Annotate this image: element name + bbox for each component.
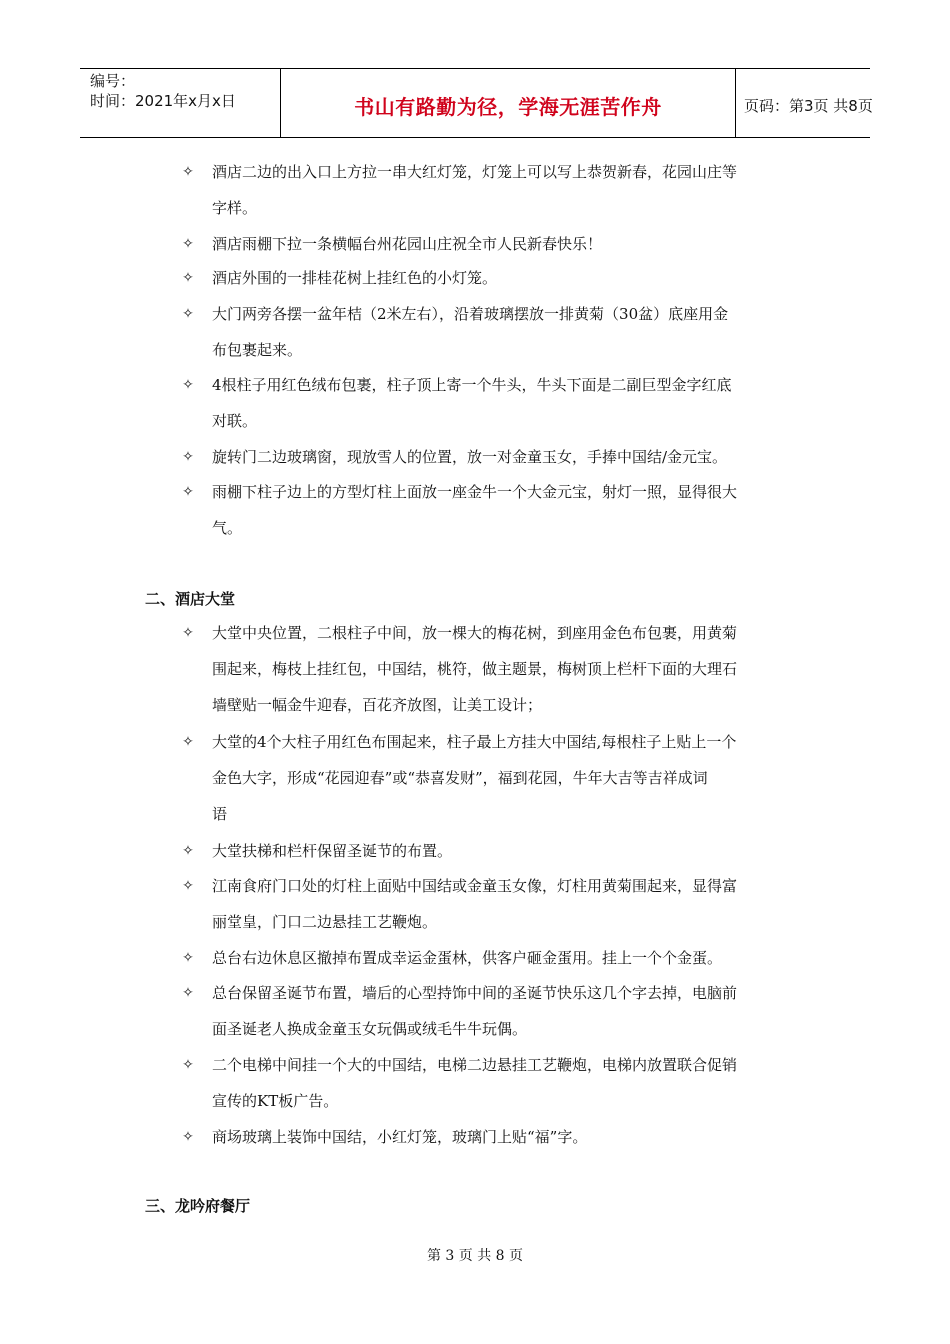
diamond-bullet-icon: ✧ bbox=[182, 985, 194, 1001]
diamond-bullet-icon: ✧ bbox=[182, 734, 194, 750]
list-item-line: 酒店二边的出入口上方拉一串大红灯笼，灯笼上可以写上恭贺新春，花园山庄等 bbox=[212, 163, 738, 181]
section-heading-lobby: 二、酒店大堂 bbox=[145, 590, 236, 608]
list-item bbox=[182, 1119, 812, 1155]
diamond-bullet-icon: ✧ bbox=[182, 484, 194, 500]
header-page-code: 页码：第3页 共8页 bbox=[744, 97, 873, 115]
list-item-line: 丽堂皇，门口二边悬挂工艺鞭炮。 bbox=[212, 913, 438, 931]
list-item-line: 商场玻璃上装饰中国结，小红灯笼，玻璃门上贴“福”字。 bbox=[212, 1128, 588, 1146]
diamond-bullet-icon: ✧ bbox=[182, 306, 194, 322]
list-item-line: 大堂中央位置，二根柱子中间，放一棵大的梅花树，到座用金色布包裹，用黄菊 bbox=[212, 624, 738, 642]
diamond-bullet-icon: ✧ bbox=[182, 270, 194, 286]
header-motto: 书山有路勤为径，学海无涯苦作舟 bbox=[354, 95, 662, 119]
list-item bbox=[182, 833, 812, 869]
list-item-line: 墙壁贴一幅金牛迎春，百花齐放图，让美工设计； bbox=[212, 696, 543, 714]
list-item bbox=[182, 154, 812, 226]
list-item bbox=[182, 367, 812, 439]
list-item-line: 4根柱子用红色绒布包裹，柱子顶上寄一个牛头，牛头下面是二副巨型金字红底 bbox=[212, 376, 732, 394]
header-page-cell bbox=[736, 69, 873, 137]
list-item-line: 围起来，梅枝上挂红包，中国结，桃符，做主题景，梅树顶上栏杆下面的大理石 bbox=[212, 660, 738, 678]
list-item-line: 大堂扶梯和栏杆保留圣诞节的布置。 bbox=[212, 842, 453, 860]
list-item-line: 宣传的KT板广告。 bbox=[212, 1092, 339, 1110]
list-item-line: 总台右边休息区撤掉布置成幸运金蛋林，供客户砸金蛋用。挂上一个个金蛋。 bbox=[212, 949, 723, 967]
document-header bbox=[80, 68, 873, 138]
document-number-label: 编号： bbox=[90, 72, 136, 90]
document-date: 时间：2021年x月x日 bbox=[90, 92, 236, 110]
list-item-line: 布包裹起来。 bbox=[212, 341, 303, 359]
section-heading-restaurant: 三、龙吟府餐厅 bbox=[145, 1197, 251, 1215]
diamond-bullet-icon: ✧ bbox=[182, 625, 194, 641]
list-item-line: 语 bbox=[212, 805, 228, 823]
list-item bbox=[182, 940, 812, 976]
list-item-line: 字样。 bbox=[212, 199, 258, 217]
list-item bbox=[182, 260, 812, 296]
diamond-bullet-icon: ✧ bbox=[182, 1129, 194, 1145]
list-item-line: 气。 bbox=[212, 519, 243, 537]
list-item bbox=[182, 868, 812, 940]
diamond-bullet-icon: ✧ bbox=[182, 164, 194, 180]
list-item bbox=[182, 724, 812, 832]
header-motto-cell bbox=[280, 69, 736, 137]
list-item-line: 旋转门二边玻璃窗，现放雪人的位置，放一对金童玉女，手捧中国结/金元宝。 bbox=[212, 448, 728, 466]
page-footer: 第 3 页 共 8 页 bbox=[426, 1248, 524, 1264]
list-item-line: 雨棚下柱子边上的方型灯柱上面放一座金牛一个大金元宝，射灯一照，显得很大 bbox=[212, 483, 738, 501]
list-item-line: 酒店外围的一排桂花树上挂红色的小灯笼。 bbox=[212, 269, 498, 287]
header-meta-cell bbox=[80, 69, 280, 137]
diamond-bullet-icon: ✧ bbox=[182, 236, 194, 252]
list-item bbox=[182, 439, 812, 475]
diamond-bullet-icon: ✧ bbox=[182, 843, 194, 859]
list-item-line: 江南食府门口处的灯柱上面贴中国结或金童玉女像，灯柱用黄菊围起来，显得富 bbox=[212, 877, 738, 895]
list-item-line: 面圣诞老人换成金童玉女玩偶或绒毛牛牛玩偶。 bbox=[212, 1020, 528, 1038]
list-item-line: 金色大字，形成“花园迎春”或“恭喜发财”，福到花园，牛年大吉等吉祥成词 bbox=[212, 769, 708, 787]
diamond-bullet-icon: ✧ bbox=[182, 878, 194, 894]
list-item-line: 总台保留圣诞节布置，墙后的心型持饰中间的圣诞节快乐这几个字去掉，电脑前 bbox=[212, 984, 738, 1002]
list-item bbox=[182, 615, 812, 723]
list-item bbox=[182, 474, 812, 546]
diamond-bullet-icon: ✧ bbox=[182, 950, 194, 966]
list-item-line: 大门两旁各摆一盆年桔（2米左右），沿着玻璃摆放一排黄菊（30盆）底座用金 bbox=[212, 305, 729, 323]
list-item bbox=[182, 975, 812, 1047]
list-item bbox=[182, 1047, 812, 1119]
list-item bbox=[182, 296, 812, 368]
list-item-line: 对联。 bbox=[212, 412, 258, 430]
diamond-bullet-icon: ✧ bbox=[182, 377, 194, 393]
diamond-bullet-icon: ✧ bbox=[182, 1057, 194, 1073]
list-item bbox=[182, 226, 812, 262]
list-item-line: 二个电梯中间挂一个大的中国结，电梯二边悬挂工艺鞭炮，电梯内放置联合促销 bbox=[212, 1056, 738, 1074]
list-item-line: 大堂的4个大柱子用红色布围起来，柱子最上方挂大中国结,每根柱子上贴上一个 bbox=[212, 733, 737, 751]
list-item-line: 酒店雨棚下拉一条横幅台州花园山庄祝全市人民新春快乐！ bbox=[212, 235, 603, 253]
diamond-bullet-icon: ✧ bbox=[182, 449, 194, 465]
